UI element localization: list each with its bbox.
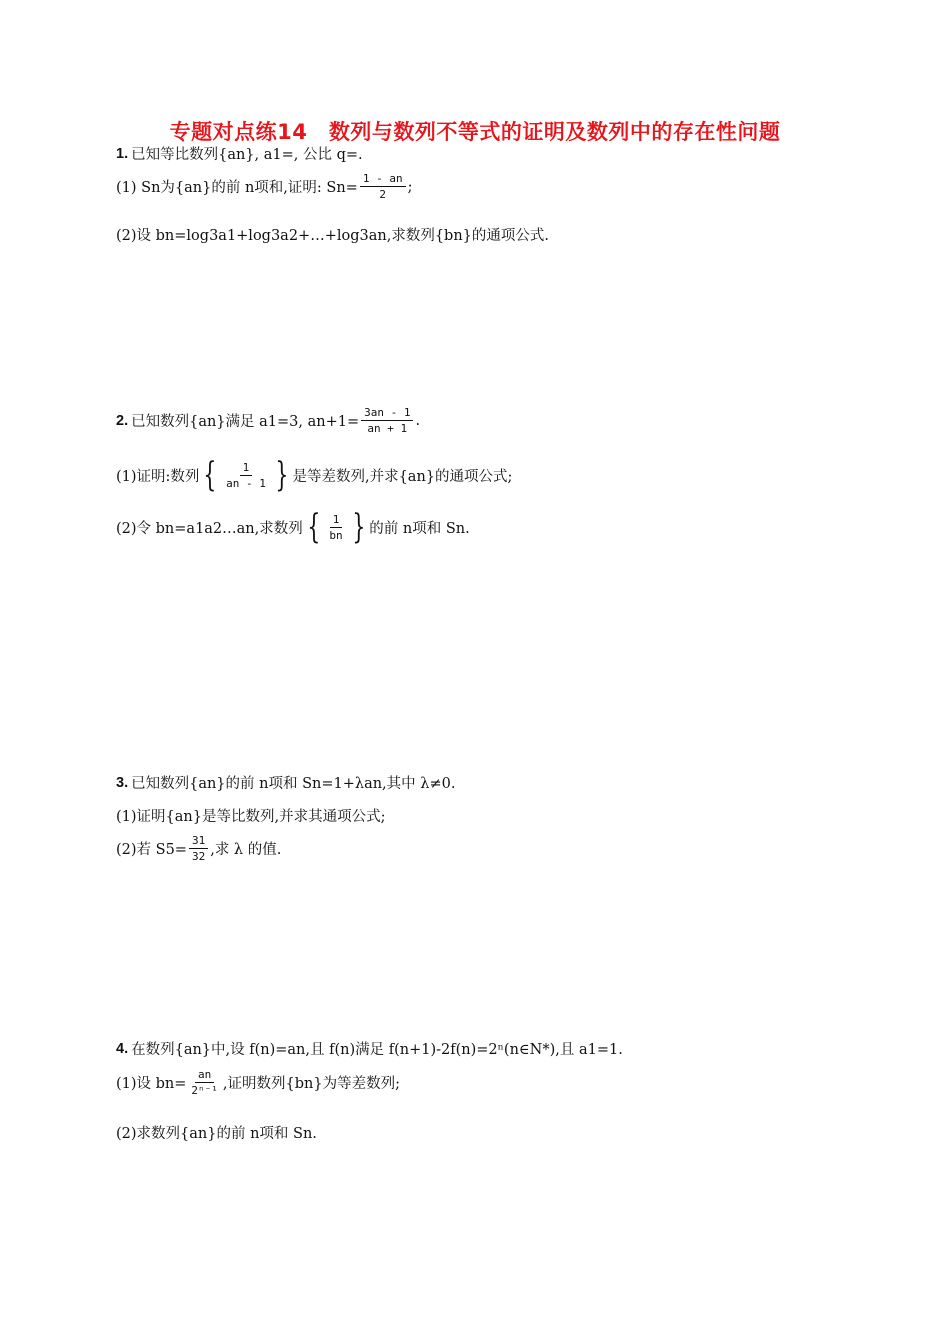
right-brace: } [351,507,365,547]
q4-part1-fraction-denominator: 2ⁿ⁻¹ [191,1084,218,1097]
q4-part2: (2)求数列{an}的前 n项和 Sn. [116,1126,317,1142]
q3-part1: (1)证明{an}是等比数列,并求其通项公式; [116,809,386,825]
q4-part2-line [116,1122,317,1143]
q3-part2-fraction-numerator: 31 [189,834,208,849]
q3-part2-fraction-denominator: 32 [191,850,206,863]
left-brace: { [203,455,217,495]
q1-part1-line [116,172,412,201]
q1-stem: 已知等比数列{an}, a1=, 公比 q=. [131,147,363,163]
q1-part2-line [116,224,549,245]
q4-part1-fraction [188,1068,221,1097]
q2-part2-fraction-numerator: 1 [330,513,343,528]
q2-part1-line [116,455,513,495]
q2-part1-fraction-numerator: 1 [240,461,253,476]
q2-stem-suffix: . [415,412,421,429]
q2-stem-line [116,406,420,435]
q2-part2-fraction [326,513,345,542]
q4-stem: 在数列{an}中,设 f(n)=an,且 f(n)满足 f(n+1)-2f(n)=2ⁿ(n∈N*),且 a1=1. [131,1042,623,1058]
q3-part2-prefix: (2)若 S5= [116,842,187,858]
q3-part2-fraction [189,834,208,863]
q2-stem-fraction-denominator: an + 1 [367,422,408,435]
q3-stem-line [116,772,455,793]
q1-part1-suffix: ; [407,178,413,195]
q2-part2-prefix: (2)令 bn=a1a2…an,求数列 [116,520,303,537]
q4-part1-prefix: (1)设 bn= [116,1076,187,1092]
page-title: 专题对点练14 数列与数列不等式的证明及数列中的存在性问题 [169,120,781,144]
q2-stem-prefix: 已知数列{an}满足 a1=3, an+1= [131,414,360,430]
q1-stem-line [116,143,363,164]
q2-part1-suffix: 是等差数列,并求{an}的通项公式; [292,468,513,485]
q4-part1-fraction-numerator: an [195,1068,214,1083]
q1-number: 1. [116,145,129,162]
q1-part1-prefix: (1) Sn为{an}的前 n项和,证明: Sn= [116,180,358,196]
q3-part2-suffix: ,求 λ 的值. [210,842,282,858]
q2-part2-fraction-denominator: bn [329,528,343,542]
q1-part1-fraction-numerator: 1 - an [360,172,406,187]
q2-stem-fraction [361,406,413,435]
q3-stem: 已知数列{an}的前 n项和 Sn=1+λan,其中 λ≠0. [131,776,456,792]
q2-stem-fraction-numerator: 3an - 1 [361,406,413,421]
right-brace: } [275,455,289,495]
q3-number: 3. [116,774,129,791]
q2-part1-prefix: (1)证明:数列 [116,468,200,485]
q1-part1-fraction-denominator: 2 [379,188,387,201]
q1-part1-fraction [360,172,406,201]
q4-part1-line [116,1068,400,1097]
q3-part1-line [116,805,385,826]
q2-part1-fraction [223,461,269,490]
q4-stem-line [116,1038,623,1059]
q2-part2-suffix: 的前 n项和 Sn. [369,520,470,537]
q2-part2-line [116,507,470,547]
q2-number: 2. [116,412,129,429]
q4-number: 4. [116,1040,129,1057]
left-brace: { [307,507,321,547]
q1-part2: (2)设 bn=log3a1+log3a2+…+log3an,求数列{bn}的通项公式. [116,228,550,244]
q4-part1-suffix: ,证明数列{bn}为等差数列; [222,1076,400,1092]
q3-part2-line [116,834,281,863]
q2-part1-fraction-denominator: an - 1 [226,476,266,490]
